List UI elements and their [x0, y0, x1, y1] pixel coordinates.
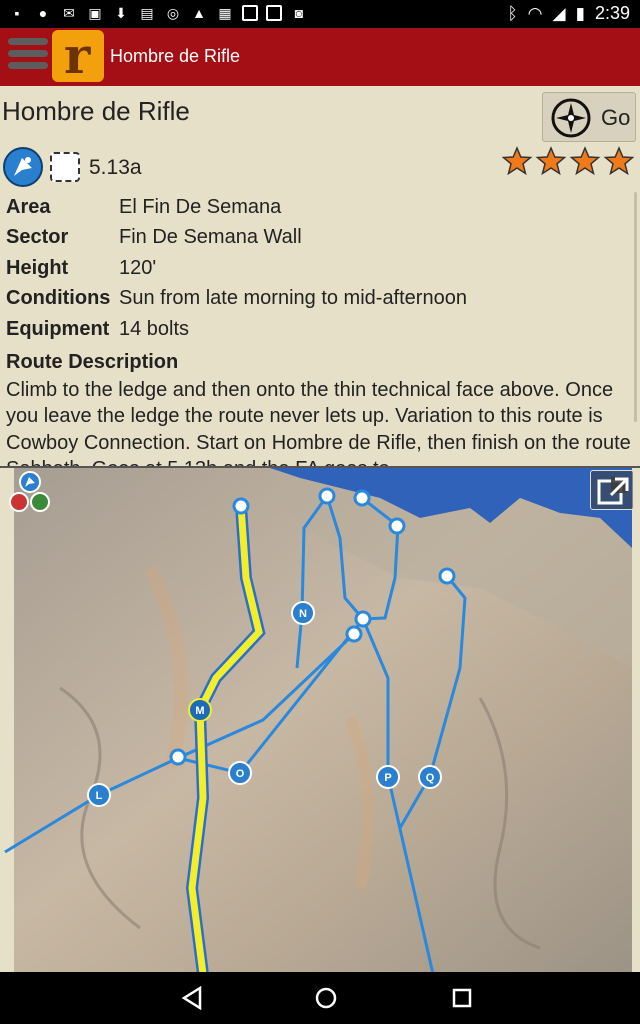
blank-icon — [242, 5, 258, 21]
blank-icon — [266, 5, 282, 21]
detail-value: 14 bolts — [119, 317, 190, 340]
drive-icon: ▲ — [192, 5, 206, 21]
details-list — [6, 192, 638, 483]
detail-row-conditions — [6, 284, 638, 315]
menu-icon[interactable] — [8, 38, 48, 76]
open-external-button[interactable] — [590, 470, 634, 510]
star-icon — [604, 146, 634, 176]
calendar-icon: ▦ — [218, 5, 232, 21]
signal-icon: ◢ — [552, 3, 566, 23]
route-marker-m[interactable] — [189, 699, 211, 721]
app-bar — [0, 28, 640, 86]
go-button[interactable] — [542, 92, 636, 142]
detail-label: Conditions — [6, 287, 111, 310]
open-external-icon — [591, 471, 635, 511]
hazard-icon — [10, 493, 28, 511]
detail-value: Fin De Semana Wall — [119, 226, 302, 249]
route-grade: 5.13a — [89, 156, 142, 179]
topo-badges — [8, 470, 52, 514]
navigation-bar — [0, 972, 640, 1024]
detail-value: Sun from late morning to mid-afternoon — [119, 287, 467, 310]
detail-value: El Fin De Semana — [119, 195, 282, 218]
route-title: Hombre de Rifle — [2, 96, 190, 126]
detail-row-sector — [6, 223, 638, 254]
marker-label: Q — [425, 772, 435, 784]
route-marker-q[interactable] — [419, 766, 441, 788]
app-title: Hombre de Rifle — [110, 46, 241, 66]
route-marker-p[interactable] — [377, 766, 399, 788]
photos-icon: ▣ — [88, 5, 102, 21]
download-icon: ⬇ — [115, 5, 127, 21]
scrollbar[interactable] — [634, 192, 637, 422]
route-marker-n[interactable] — [292, 602, 314, 624]
tick-checkbox[interactable] — [50, 152, 80, 182]
topo-photo[interactable] — [0, 466, 640, 972]
app-logo[interactable] — [52, 26, 104, 85]
camera-icon: ◙ — [294, 5, 304, 21]
marker-label: L — [95, 790, 103, 802]
detail-label: Area — [6, 195, 51, 218]
marker-label: O — [235, 768, 245, 780]
maps-icon: ▤ — [140, 5, 154, 21]
wifi-icon: ◠ — [527, 3, 543, 23]
sport-climb-icon — [2, 146, 44, 188]
gmail-icon: ✉ — [63, 5, 75, 21]
marker-label: P — [384, 772, 392, 784]
logo-letter: r — [64, 26, 91, 85]
recents-icon[interactable] — [448, 984, 476, 1012]
back-icon[interactable] — [178, 984, 206, 1012]
description-heading: Route Description — [6, 350, 179, 373]
detail-label: Height — [6, 256, 69, 279]
marker-label: N — [299, 608, 307, 620]
route-marker-o[interactable] — [229, 762, 251, 784]
clock: 2:39 — [594, 3, 630, 23]
star-icon — [502, 146, 532, 176]
detail-value: 120' — [119, 256, 157, 279]
bluetooth-icon: ᛒ — [507, 3, 518, 23]
route-description: Climb to the ledge and then onto the thin technical face above. Once you leave the ledge the route never lets up. Variation to this route is Cowboy Connection. Start on Hombre de Rifle, then finish on the route — [6, 378, 631, 454]
cliff-image — [0, 468, 640, 974]
app-icon: ◎ — [166, 5, 180, 21]
notification-icons — [8, 4, 308, 22]
detail-row-equipment — [6, 314, 638, 345]
battery-icon: ▮ — [575, 3, 585, 23]
go-label: Go — [601, 105, 631, 130]
notification-icon: ▪ — [14, 5, 20, 21]
status-bar — [0, 0, 640, 28]
detail-row-area — [6, 192, 638, 223]
detail-row-height — [6, 253, 638, 284]
star-icon — [536, 146, 566, 176]
star-icon — [570, 146, 600, 176]
marker-label: M — [195, 705, 205, 717]
route-details[interactable] — [0, 86, 640, 466]
route-marker-l[interactable] — [88, 784, 110, 806]
compass-icon — [549, 98, 593, 138]
detail-label: Equipment — [6, 317, 110, 340]
hangouts-icon: ● — [38, 5, 48, 21]
star-rating — [502, 146, 634, 176]
detail-label: Sector — [6, 226, 69, 249]
system-status — [507, 3, 630, 24]
approach-icon — [31, 493, 49, 511]
home-icon[interactable] — [312, 984, 340, 1012]
